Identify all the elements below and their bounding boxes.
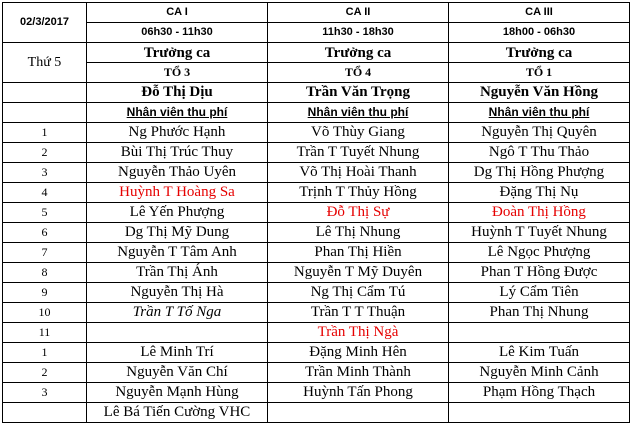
shift-3-leader-label: Trưởng ca bbox=[449, 43, 630, 63]
shift-2-name: CA II bbox=[268, 3, 449, 23]
table-row bbox=[3, 123, 630, 143]
shift-2-staff-name bbox=[268, 403, 449, 423]
shift-2-staff-name: Trần T Tuyết Nhung bbox=[268, 143, 449, 163]
shift-2-staff-name: Đỗ Thị Sự bbox=[268, 203, 449, 223]
shift-1-staff-name: Nguyễn T Tâm Anh bbox=[87, 243, 268, 263]
table-row bbox=[3, 183, 630, 203]
shift-1-leader: Đỗ Thị Dịu bbox=[87, 83, 268, 103]
shift-name-row bbox=[3, 3, 630, 23]
row-number: 10 bbox=[3, 303, 87, 323]
shift-3-staff-name: Nguyễn Minh Cảnh bbox=[449, 363, 630, 383]
shift-2-staff-name: Đặng Minh Hên bbox=[268, 343, 449, 363]
shift-3-staff-name bbox=[449, 403, 630, 423]
shift-time-row bbox=[3, 23, 630, 43]
shift-1-staff-name: Nguyễn Mạnh Hùng bbox=[87, 383, 268, 403]
row-number: 7 bbox=[3, 243, 87, 263]
table-row bbox=[3, 283, 630, 303]
shift-3-staff-name: Huỳnh T Tuyết Nhung bbox=[449, 223, 630, 243]
shift-3-name: CA III bbox=[449, 3, 630, 23]
row-number: 4 bbox=[3, 183, 87, 203]
table-row bbox=[3, 303, 630, 323]
shift-3-staff-name: Nguyễn Thị Quyên bbox=[449, 123, 630, 143]
table-row bbox=[3, 143, 630, 163]
date-cell: 02/3/2017 bbox=[3, 3, 87, 43]
shift-3-leader: Nguyễn Văn Hồng bbox=[449, 83, 630, 103]
shift-3-staff-name: Phan Thị Nhung bbox=[449, 303, 630, 323]
shift-1-staff-name: Ng Phước Hạnh bbox=[87, 123, 268, 143]
shift-2-staff-label: Nhân viên thu phí bbox=[268, 103, 449, 123]
shift-2-staff-name: Trần Minh Thành bbox=[268, 363, 449, 383]
shift-1-staff-name: Trần T Tố Nga bbox=[87, 303, 268, 323]
leader-name-row bbox=[3, 83, 630, 103]
row-number: 2 bbox=[3, 363, 87, 383]
shift-3-staff-name: Đặng Thị Nụ bbox=[449, 183, 630, 203]
shift-1-staff-name: Nguyễn Văn Chí bbox=[87, 363, 268, 383]
leader-label-row bbox=[3, 43, 630, 63]
table-row bbox=[3, 383, 630, 403]
shift-3-staff-name: Lê Ngọc Phượng bbox=[449, 243, 630, 263]
shift-1-staff-name: Lê Yến Phượng bbox=[87, 203, 268, 223]
row-number: 2 bbox=[3, 143, 87, 163]
shift-1-team: TỔ 3 bbox=[87, 63, 268, 83]
shift-1-leader-label: Trưởng ca bbox=[87, 43, 268, 63]
shift-2-time: 11h30 - 18h30 bbox=[268, 23, 449, 43]
shift-1-staff-name: Trần Thị Ánh bbox=[87, 263, 268, 283]
table-row bbox=[3, 163, 630, 183]
shift-1-time: 06h30 - 11h30 bbox=[87, 23, 268, 43]
shift-2-leader: Trần Văn Trọng bbox=[268, 83, 449, 103]
day-cell: Thứ 5 bbox=[3, 43, 87, 83]
row-number: 6 bbox=[3, 223, 87, 243]
shift-3-team: TỔ 1 bbox=[449, 63, 630, 83]
row-number: 1 bbox=[3, 343, 87, 363]
shift-2-leader-label: Trưởng ca bbox=[268, 43, 449, 63]
shift-schedule-table bbox=[2, 2, 630, 423]
table-row bbox=[3, 403, 630, 423]
shift-2-staff-name: Võ Thùy Giang bbox=[268, 123, 449, 143]
shift-3-staff-name: Đoàn Thị Hồng bbox=[449, 203, 630, 223]
shift-1-staff-name: Lê Minh Trí bbox=[87, 343, 268, 363]
shift-1-staff-name: Nguyễn Thị Hà bbox=[87, 283, 268, 303]
table-row bbox=[3, 243, 630, 263]
shift-2-staff-name: Huỳnh Tấn Phong bbox=[268, 383, 449, 403]
table-row bbox=[3, 363, 630, 383]
shift-1-staff-name: Huỳnh T Hoàng Sa bbox=[87, 183, 268, 203]
row-number: 9 bbox=[3, 283, 87, 303]
table-row bbox=[3, 263, 630, 283]
shift-1-name: CA I bbox=[87, 3, 268, 23]
empty-cell bbox=[3, 83, 87, 103]
shift-2-team: TỔ 4 bbox=[268, 63, 449, 83]
shift-2-staff-name: Phan Thị Hiền bbox=[268, 243, 449, 263]
staff-label-row bbox=[3, 103, 630, 123]
shift-3-staff-name: Ngô T Thu Thảo bbox=[449, 143, 630, 163]
row-number: 3 bbox=[3, 383, 87, 403]
shift-2-staff-name: Nguyễn T Mỹ Duyên bbox=[268, 263, 449, 283]
shift-3-staff-name bbox=[449, 323, 630, 343]
row-number: 8 bbox=[3, 263, 87, 283]
shift-3-staff-name: Lý Cẩm Tiên bbox=[449, 283, 630, 303]
shift-2-staff-name: Trần T T Thuận bbox=[268, 303, 449, 323]
row-number: 5 bbox=[3, 203, 87, 223]
shift-2-staff-name: Lê Thị Nhung bbox=[268, 223, 449, 243]
shift-3-staff-label: Nhân viên thu phí bbox=[449, 103, 630, 123]
staff-rows bbox=[3, 123, 630, 423]
shift-1-staff-name: Lê Bá Tiến Cường VHC bbox=[87, 403, 268, 423]
row-number bbox=[3, 403, 87, 423]
shift-1-staff-label: Nhân viên thu phí bbox=[87, 103, 268, 123]
shift-3-time: 18h00 - 06h30 bbox=[449, 23, 630, 43]
table-row bbox=[3, 343, 630, 363]
shift-2-staff-name: Trần Thị Ngà bbox=[268, 323, 449, 343]
shift-1-staff-name: Dg Thị Mỹ Dung bbox=[87, 223, 268, 243]
table-row bbox=[3, 223, 630, 243]
team-row bbox=[3, 63, 630, 83]
shift-3-staff-name: Dg Thị Hồng Phượng bbox=[449, 163, 630, 183]
empty-cell bbox=[3, 103, 87, 123]
shift-2-staff-name: Võ Thị Hoài Thanh bbox=[268, 163, 449, 183]
row-number: 1 bbox=[3, 123, 87, 143]
shift-1-staff-name: Bùi Thị Trúc Thuy bbox=[87, 143, 268, 163]
row-number: 3 bbox=[3, 163, 87, 183]
shift-3-staff-name: Lê Kim Tuấn bbox=[449, 343, 630, 363]
shift-1-staff-name bbox=[87, 323, 268, 343]
shift-2-staff-name: Trịnh T Thủy Hồng bbox=[268, 183, 449, 203]
shift-3-staff-name: Phạm Hồng Thạch bbox=[449, 383, 630, 403]
row-number: 11 bbox=[3, 323, 87, 343]
table-row bbox=[3, 203, 630, 223]
shift-1-staff-name: Nguyễn Thảo Uyên bbox=[87, 163, 268, 183]
shift-2-staff-name: Ng Thị Cẩm Tú bbox=[268, 283, 449, 303]
table-row bbox=[3, 323, 630, 343]
shift-3-staff-name: Phan T Hồng Được bbox=[449, 263, 630, 283]
